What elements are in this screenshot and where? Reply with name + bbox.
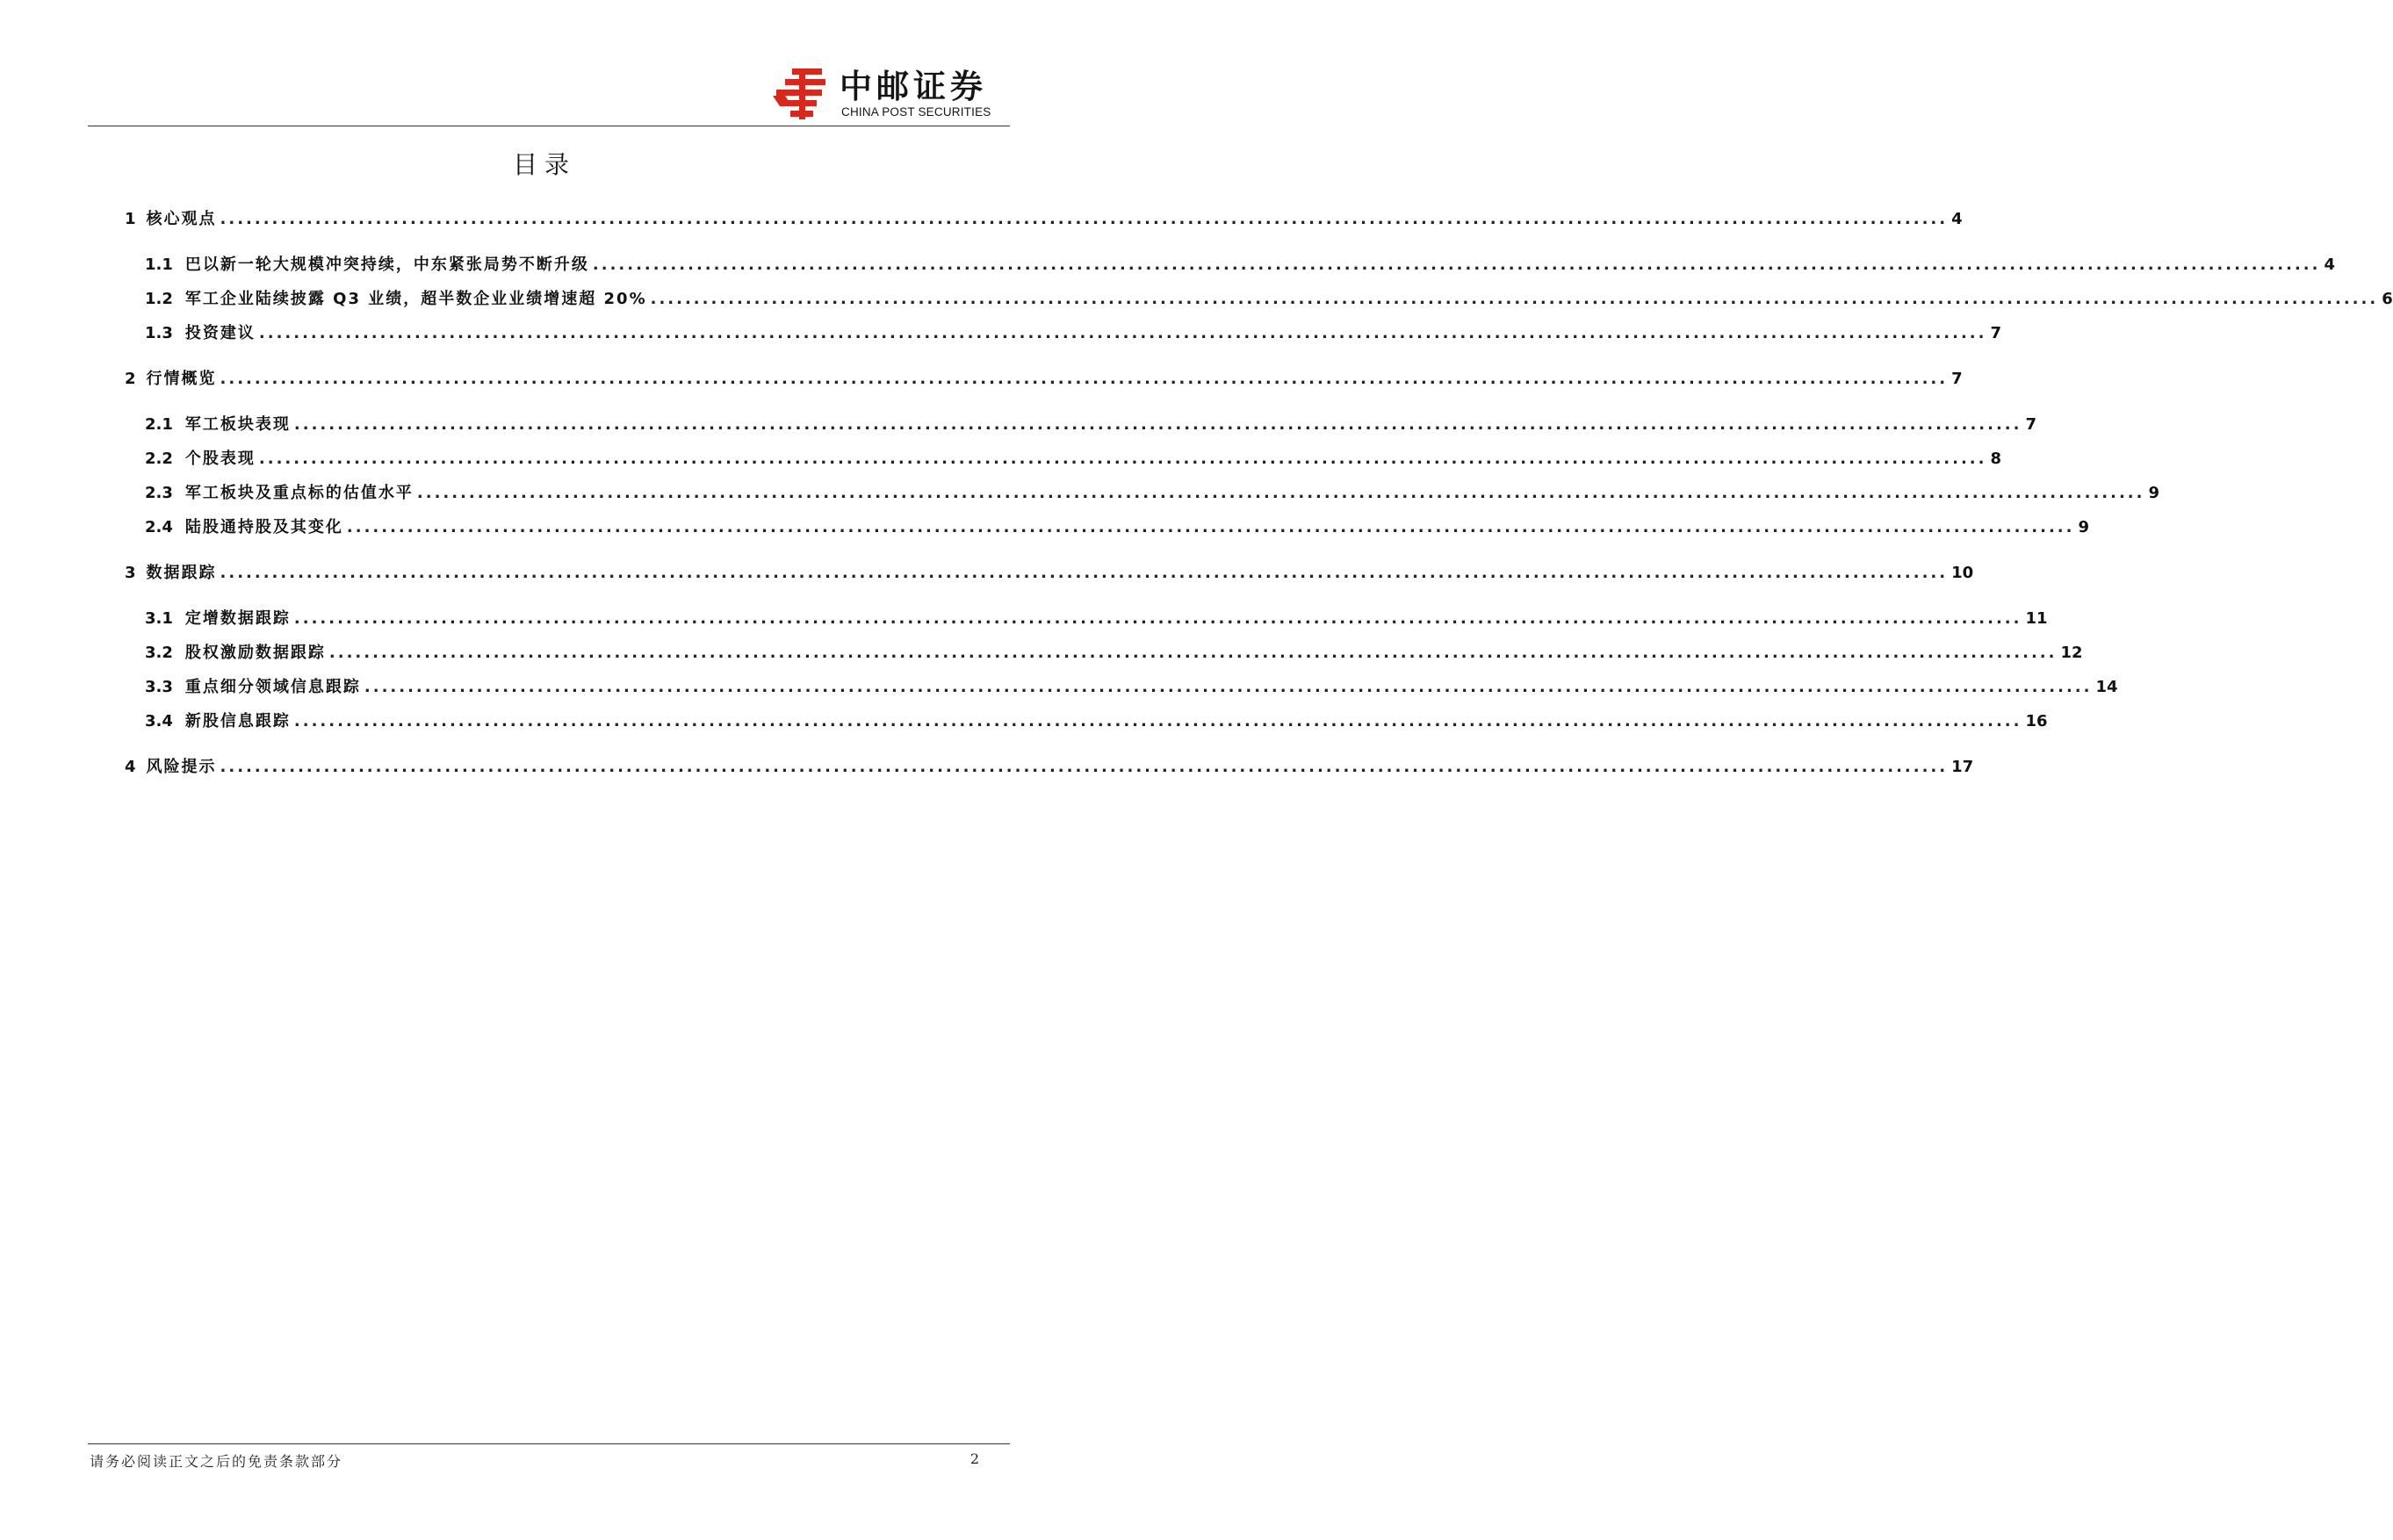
toc-entry[interactable]	[145, 643, 2083, 664]
toc-section-number: 3.3	[145, 678, 173, 696]
toc-section-title: 巴以新一轮大规模冲突持续，中东紧张局势不断升级	[184, 255, 589, 274]
footer-disclaimer: 请务必阅读正文之后的免责条款部分	[90, 1453, 343, 1470]
toc-section-title: 投资建议	[184, 324, 256, 342]
toc-entry[interactable]	[145, 517, 2089, 538]
toc-leader-dots: ........................................................................................................................................................................................................	[220, 370, 1949, 388]
toc-page-number: 7	[2025, 415, 2036, 434]
toc-section-number: 3.2	[145, 644, 173, 662]
toc-section-title: 定增数据跟踪	[184, 609, 291, 628]
toc-section-number: 2.1	[145, 415, 173, 434]
toc-leader-dots: ........................................................................................................................................................................................................	[220, 210, 1949, 228]
toc-page-number: 7	[1990, 324, 2001, 342]
toc-section-number: 2.3	[145, 484, 173, 502]
toc-section-title: 行情概览	[146, 370, 217, 388]
toc-leader-dots: ........................................................................................................................................................................................................	[592, 255, 2321, 274]
toc-section-number: 3.4	[145, 712, 173, 730]
toc-entry[interactable]	[125, 757, 1974, 778]
toc-section-number: 1.3	[145, 324, 173, 342]
toc-page-number: 9	[2078, 518, 2089, 536]
toc-entry[interactable]	[145, 323, 2001, 344]
toc-page-number: 9	[2148, 484, 2159, 502]
toc-section-number: 4	[125, 758, 136, 776]
toc-leader-dots: ........................................................................................................................................................................................................	[364, 678, 2093, 696]
toc-section-title: 陆股通持股及其变化	[184, 518, 343, 536]
toc-page-number: 11	[2025, 609, 2048, 628]
toc-section-title: 数据跟踪	[146, 564, 217, 582]
toc-entry[interactable]	[145, 711, 2048, 732]
toc-entry[interactable]	[125, 369, 1963, 390]
toc-section-number: 3	[125, 564, 136, 582]
footer-divider	[88, 1443, 1010, 1444]
footer-page-number: 2	[969, 1450, 979, 1467]
page-title: 目录	[512, 150, 576, 179]
toc-entry[interactable]	[145, 483, 2159, 504]
toc-leader-dots: ........................................................................................................................................................................................................	[293, 609, 2022, 628]
toc-page-number: 12	[2060, 644, 2083, 662]
toc-leader-dots: ........................................................................................................................................................................................................	[328, 644, 2058, 662]
toc-section-title: 股权激励数据跟踪	[184, 644, 326, 662]
toc-section-title: 个股表现	[184, 450, 256, 468]
toc-entry[interactable]	[145, 414, 2036, 435]
toc-page-number: 4	[1951, 210, 1963, 228]
logo-english-name: CHINA POST SECURITIES	[841, 105, 991, 119]
toc-section-number: 1.2	[145, 290, 173, 308]
toc-section-number: 2.2	[145, 450, 173, 468]
toc-page-number: 7	[1951, 370, 1963, 388]
toc-entry[interactable]	[145, 677, 2118, 698]
toc-leader-dots: ........................................................................................................................................................................................................	[258, 450, 1987, 468]
toc-section-number: 3.1	[145, 609, 173, 628]
toc-entry[interactable]	[145, 608, 2048, 630]
toc-entry[interactable]	[145, 289, 2393, 310]
toc-section-title: 核心观点	[146, 210, 217, 228]
toc-section-title: 军工企业陆续披露 Q3 业绩，超半数企业业绩增速超 20%	[184, 290, 647, 308]
toc-page-number: 8	[1990, 450, 2001, 468]
toc-section-title: 风险提示	[146, 758, 217, 776]
toc-section-number: 2.4	[145, 518, 173, 536]
toc-leader-dots: ........................................................................................................................................................................................................	[258, 324, 1987, 342]
toc-page-number: 17	[1951, 758, 1974, 776]
toc-page-number: 6	[2382, 290, 2393, 308]
toc-entry[interactable]	[125, 563, 1974, 584]
toc-section-title: 新股信息跟踪	[184, 712, 291, 730]
toc-page-number: 14	[2095, 678, 2118, 696]
toc-section-number: 2	[125, 370, 136, 388]
toc-entry[interactable]	[125, 209, 1963, 230]
toc-section-number: 1	[125, 210, 136, 228]
toc-page-number: 16	[2025, 712, 2048, 730]
toc-leader-dots: ........................................................................................................................................................................................................	[650, 290, 2379, 308]
toc-leader-dots: ........................................................................................................................................................................................................	[346, 518, 2075, 536]
toc-section-title: 军工板块及重点标的估值水平	[184, 484, 414, 502]
toc-leader-dots: ........................................................................................................................................................................................................	[220, 758, 1949, 776]
toc-leader-dots: ........................................................................................................................................................................................................	[416, 484, 2145, 502]
toc-entry[interactable]	[145, 449, 2001, 470]
toc-section-number: 1.1	[145, 255, 173, 274]
toc-page-number: 4	[2324, 255, 2335, 274]
toc-leader-dots: ........................................................................................................................................................................................................	[293, 415, 2022, 434]
toc-leader-dots: ........................................................................................................................................................................................................	[220, 564, 1949, 582]
toc-page-number: 10	[1951, 564, 1974, 582]
toc-section-title: 重点细分领域信息跟踪	[184, 678, 361, 696]
logo-chinese-name: 中邮证券	[840, 68, 987, 105]
toc-leader-dots: ........................................................................................................................................................................................................	[293, 712, 2022, 730]
toc-section-title: 军工板块表现	[184, 415, 291, 434]
toc-entry[interactable]	[145, 255, 2335, 276]
